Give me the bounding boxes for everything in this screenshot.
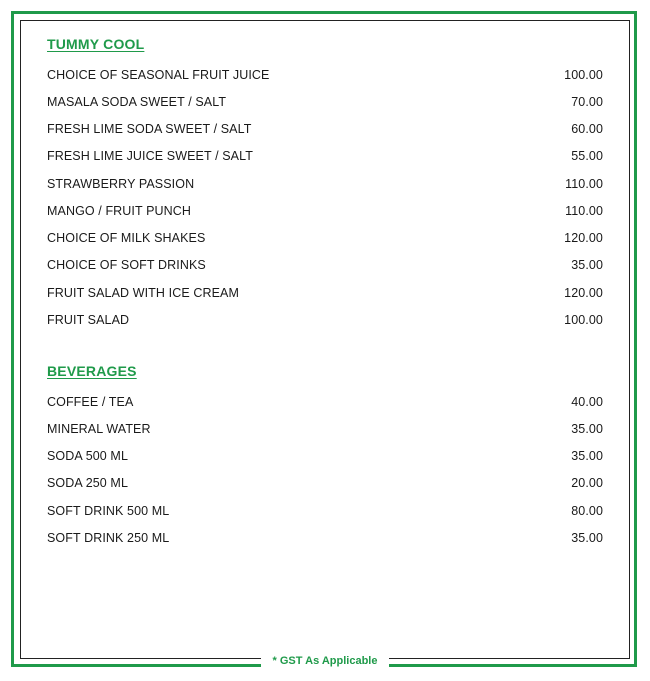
menu-item — [47, 61, 603, 88]
menu-item-list — [47, 61, 603, 334]
menu-item-name: FRUIT SALAD — [47, 312, 130, 327]
menu-item-price: 35.00 — [571, 421, 603, 436]
menu-item-price: 80.00 — [571, 503, 603, 518]
menu-item — [47, 524, 603, 551]
menu-item-name: SODA 500 ML — [47, 449, 129, 464]
menu-item-list — [47, 388, 603, 552]
menu-item-price: 120.00 — [564, 231, 603, 246]
menu-item-name: FRESH LIME JUICE SWEET / SALT — [47, 149, 253, 164]
menu-item-price: 120.00 — [564, 285, 603, 300]
menu-item-price: 110.00 — [565, 203, 603, 218]
menu-item — [47, 497, 603, 524]
menu-item-price: 40.00 — [571, 394, 603, 409]
menu-item-price: 35.00 — [571, 530, 603, 545]
menu-item-name: CHOICE OF SEASONAL FRUIT JUICE — [47, 67, 270, 82]
menu-item — [47, 252, 603, 279]
menu-item — [47, 143, 603, 170]
menu-item-name: MASALA SODA SWEET / SALT — [47, 94, 227, 109]
menu-item-name: FRESH LIME SODA SWEET / SALT — [47, 122, 252, 137]
gst-footer-note — [0, 654, 650, 668]
menu-item-name: STRAWBERRY PASSION — [47, 176, 195, 191]
menu-item-name: SOFT DRINK 500 ML — [47, 503, 170, 518]
menu-item — [47, 415, 603, 442]
menu-item — [47, 88, 603, 115]
menu-item-name: MINERAL WATER — [47, 421, 151, 436]
menu-item-name: CHOICE OF MILK SHAKES — [47, 231, 206, 246]
menu-item-price: 55.00 — [571, 149, 603, 164]
menu-item-price: 35.00 — [571, 449, 603, 464]
menu-item-price: 70.00 — [571, 94, 603, 109]
menu-item — [47, 443, 603, 470]
section-title: BEVERAGES — [47, 363, 137, 379]
menu-section-beverages — [47, 362, 603, 552]
menu-item — [47, 116, 603, 143]
menu-item-name: FRUIT SALAD WITH ICE CREAM — [47, 285, 239, 300]
menu-item-price: 60.00 — [571, 122, 603, 137]
menu-item — [47, 306, 603, 333]
menu-item-name: SODA 250 ML — [47, 476, 129, 491]
menu-item-price: 110.00 — [565, 176, 603, 191]
menu-item — [47, 197, 603, 224]
menu-item — [47, 388, 603, 415]
menu-item-name: CHOICE OF SOFT DRINKS — [47, 258, 206, 273]
menu-item — [47, 470, 603, 497]
menu-item-price: 20.00 — [571, 476, 603, 491]
menu-item-price: 35.00 — [571, 258, 603, 273]
menu-item-price: 100.00 — [564, 312, 603, 327]
menu-item-name: MANGO / FRUIT PUNCH — [47, 203, 192, 218]
menu-item — [47, 170, 603, 197]
menu-item — [47, 225, 603, 252]
menu-item-price: 100.00 — [564, 67, 603, 82]
menu-item-name: COFFEE / TEA — [47, 394, 134, 409]
menu-section-tummy-cool — [47, 35, 603, 334]
section-title: TUMMY COOL — [47, 36, 145, 52]
gst-note-text: * GST As Applicable — [261, 655, 390, 667]
menu-item — [47, 279, 603, 306]
menu-item-name: SOFT DRINK 250 ML — [47, 530, 170, 545]
